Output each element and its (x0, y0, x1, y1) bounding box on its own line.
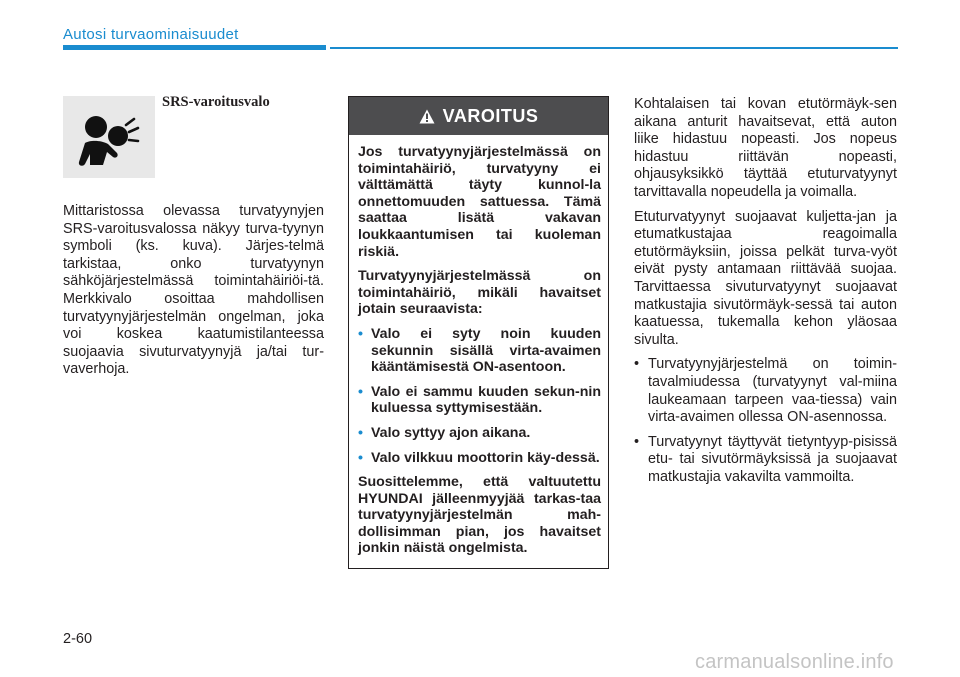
bullet-list (634, 356, 897, 486)
warning-body (349, 135, 608, 557)
list-item: • Turvatyynyjärjestelmä on toimin-tavalmiudessa (turvatyynyt val-miina laukeamaan tarpeen vaa-tiessa) vain virta-avaimen ollessa ON-asennossa. (634, 356, 897, 426)
airbag-icon-panel (63, 96, 155, 178)
warning-title: VAROITUS (442, 105, 539, 126)
body-paragraph: Etuturvatyynyt suojaavat kuljetta-jan ja etumatkustajaa reagoimalla etutörmäyksiin, joissa pelkät turva-vyöt eivät pysty antamaan riittävää suojaa. Tarvittaessa sivuturvatyynyt suojaavat matkustajia sivutörmäyk-sessä tai auton kaatuessa, tukemalla kehon yläosaa sivulta. (634, 208, 897, 348)
warning-bullet-list (358, 326, 601, 466)
warning-bullet (358, 326, 601, 376)
body-paragraph: Kohtalaisen tai kovan etutörmäyk-sen aikana anturit havaitsevat, että auton liike hidastuu nopeasti. Jos nopeus hidastuu riittävän nopeasti, ohjausyksikkö täyttää etuturvatyynyt tarvittavalla nopeudella ja voimalla. (634, 96, 897, 200)
bullet-dot-icon: • (358, 383, 363, 400)
bullet-dot-icon: • (358, 325, 363, 342)
warning-paragraph: Turvatyynyjärjestelmässä on toimintahäiriö, mikäli havaitset jotain seuraavista: (358, 268, 601, 318)
bullet-dot-icon: • (358, 424, 363, 441)
section-title: Autosi turvaominaisuudet (63, 26, 239, 43)
warning-bullet-text: Valo syttyy ajon aikana. (371, 424, 531, 441)
warning-paragraph: Suosittelemme, että valtuutettu HYUNDAI jälleenmyyjää tarkas-taa turvatyynyjärjestelmän mah-dollisimman pian, jos havaitset jonkin näistä ongelmista. (358, 474, 601, 557)
warning-bullet (358, 425, 601, 442)
warning-bullet-text: Valo ei syty noin kuuden sekunnin sisällä virta-avaimen kääntämisestä ON-asentoon. (371, 325, 601, 376)
header-rule-thick (63, 45, 326, 50)
warning-bullet (358, 450, 601, 467)
warning-bullet (358, 384, 601, 417)
watermark: carmanualsonline.info (695, 651, 894, 673)
warning-bullet-text: Valo ei sammu kuuden sekun-nin kuluessa syttymisestään. (371, 383, 601, 417)
airbag-warning-icon (63, 96, 155, 178)
list-item: • Turvatyynyt täyttyvät tietyntyyp-pisissä etu- tai sivutörmäyksissä ja suojaavat matkustajia vakavilta vammoilta. (634, 434, 897, 487)
srs-heading: SRS-varoitusvalo (162, 94, 270, 110)
header-rule-thin (330, 47, 898, 49)
srs-paragraph: Mittaristossa olevassa turvatyynyjen SRS-varoitusvalossa näkyy turva-tyynyn symboli (ks. kuva). Järjes-telmä tarkistaa, onko turvatyynyn sähköjärjestelmässä toimintahäiriöi-tä. Merkkivalo osoittaa mahdollisen turvatyynyjärjestelmän ongelman, joka voi koskea kaatumistilanteessa suojaavia sivuturvatyynyjä ja/tai tur-vaverhoja. (63, 203, 324, 378)
warning-paragraph: Jos turvatyynyjärjestelmässä on toimintahäiriö, turvatyyny ei välttämättä täyty kunnol-la onnettomuuden sattuessa. Tämä saattaa lisätä vakavan loukkaantumisen tai kuoleman riskiä. (358, 144, 601, 260)
bullet-dot-icon: • (358, 449, 363, 466)
page-number: 2-60 (63, 631, 93, 647)
warning-triangle-icon (419, 109, 435, 124)
right-column (634, 96, 897, 493)
warning-box (348, 96, 609, 569)
warning-bullet-text: Valo vilkkuu moottorin käy-dessä. (371, 449, 600, 466)
warning-header (349, 97, 608, 135)
